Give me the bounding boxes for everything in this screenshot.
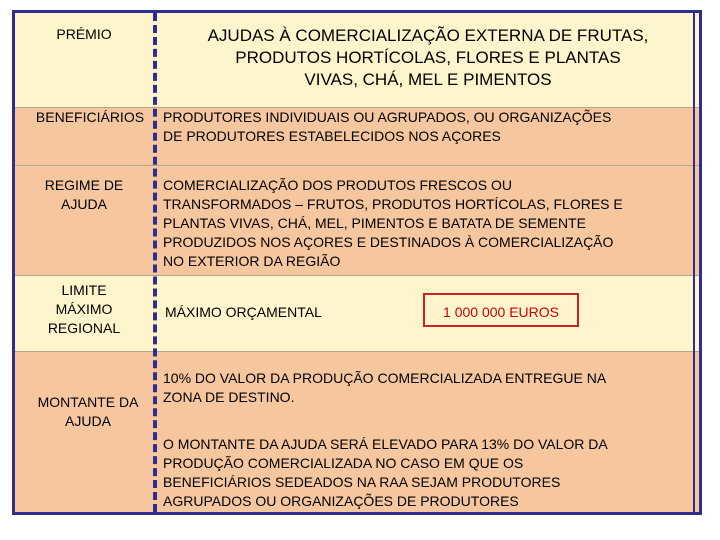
regime-label: REGIME DE AJUDA [44,177,124,212]
regime-text: COMERCIALIZAÇÃO DOS PRODUTOS FRESCOS OU TRANSFORMADOS – FRUTOS, PRODUTOS HORTÍCOLAS, FLORES E PLANTAS VIVAS, CHÁ, MEL, PIMENTOS E BATATA DE SEMENTE PRODUZIDOS NOS AÇORES E DESTINADOS À COMERCIALIZAÇÃO NO EXTERIOR DA REGIÃO [163,177,623,269]
montante-para2: O MONTANTE DA AJUDA SERÁ ELEVADO PARA 13% DO VALOR DA PRODUÇÃO COMERCIALIZADA NO CASO EM QUE OS BENEFICIÁRIOS SEDEADOS NA RAA SEJAM PRODUTORES AGRUPADOS OU ORGANIZAÇÕES DE PRODUTORES [163,436,608,509]
premio-title-line: AJUDAS À COMERCIALIZAÇÃO EXTERNA DE FRUTAS, [207,26,649,45]
premio-title [161,25,695,91]
budget-value: 1 000 000 EUROS [443,304,559,320]
premio-label: PRÉMIO [56,26,112,42]
aid-table [12,10,702,515]
premio-title-line: VIVAS, CHÁ, MEL E PIMENTOS [304,70,552,89]
row-divider [15,165,699,166]
row-divider [15,351,699,352]
beneficiarios-label: BENEFICIÁRIOS [35,109,145,125]
maximo-orcamental-text: MÁXIMO ORÇAMENTAL [165,304,322,320]
beneficiarios-text: PRODUTORES INDIVIDUAIS OU AGRUPADOS, OU ORGANIZAÇÕES DE PRODUTORES ESTABELECIDOS NOS AÇORES [163,109,612,144]
limite-label: LIMITE MÁXIMO REGIONAL [47,282,121,336]
montante-label: MONTANTE DA AJUDA [37,394,139,429]
row-divider [15,275,699,276]
premio-title-line: PRODUTOS HORTÍCOLAS, FLORES E PLANTAS [235,48,621,67]
column-divider [153,13,157,512]
montante-para1: 10% DO VALOR DA PRODUÇÃO COMERCIALIZADA ENTREGUE NA ZONA DE DESTINO. [163,370,607,405]
